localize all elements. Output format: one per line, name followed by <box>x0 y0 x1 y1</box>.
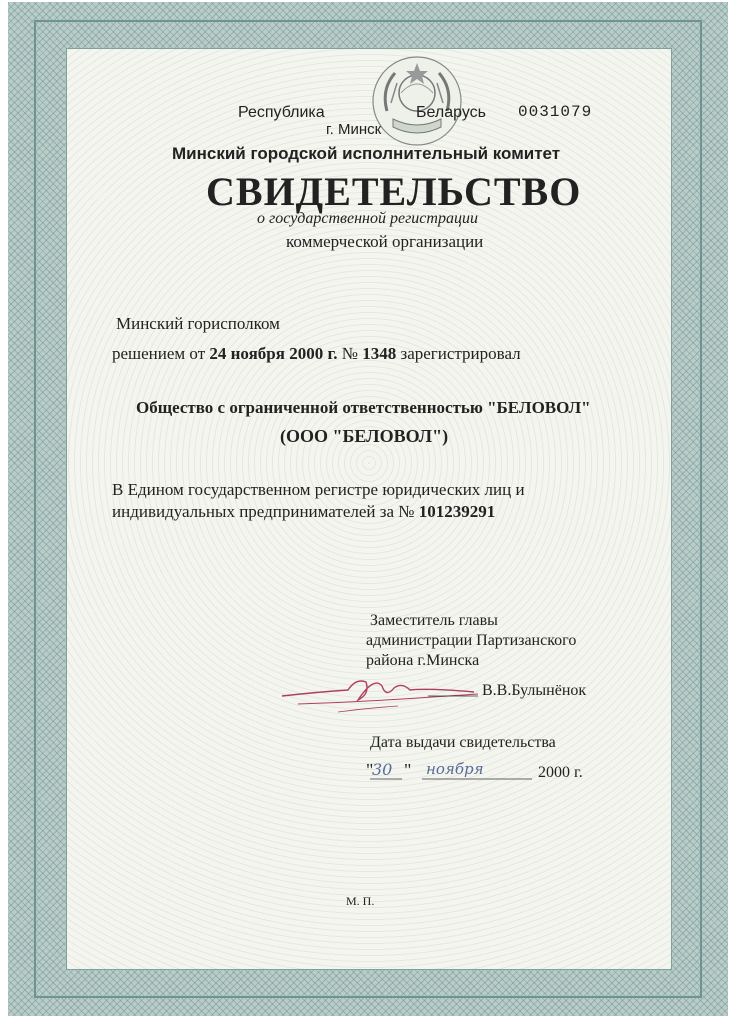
decision-number: 1348 <box>362 344 397 363</box>
signatory-name: В.В.Булынёнок <box>482 682 587 699</box>
date-underline <box>366 776 536 782</box>
document-subtitle: о государственной регистрации <box>257 210 478 227</box>
serial-number: 0031079 <box>518 103 593 121</box>
organization-full-name: Общество с ограниченной ответственностью "БЕЛОВОЛ" <box>136 398 591 417</box>
registry-line-2 <box>112 502 495 522</box>
signatory-title-2: администрации Партизанского <box>366 632 577 649</box>
signatory-title-1: Заместитель главы <box>370 612 498 629</box>
decision-suffix: зарегистрировал <box>400 344 521 363</box>
decision-date: 24 ноября 2000 г. <box>209 344 338 363</box>
republic-label: Республика <box>238 104 325 121</box>
issue-quote-close: " <box>404 760 412 780</box>
state-emblem-icon <box>367 53 467 149</box>
decision-number-label: № <box>341 344 358 363</box>
document-title: СВИДЕТЕЛЬСТВО <box>206 169 582 214</box>
registry-line-1: В Едином государственном регистре юридических лиц и <box>112 480 525 499</box>
issue-month: ноября <box>426 760 484 778</box>
registry-prefix: индивидуальных предпринимателей за № <box>112 502 415 521</box>
registry-number: 101239291 <box>418 502 496 521</box>
organization-type: коммерческой организации <box>286 232 484 251</box>
decision-line <box>112 344 521 364</box>
city-label: г. Минск <box>326 121 382 138</box>
issuing-authority: Минский городской исполнительный комитет <box>172 144 561 163</box>
country-label: Беларусь <box>416 104 486 121</box>
issue-quote-open: " <box>366 760 374 780</box>
registrar: Минский горисполком <box>116 314 280 333</box>
organization-short-name: (ООО "БЕЛОВОЛ") <box>280 426 449 446</box>
handwritten-signature <box>278 672 488 720</box>
signatory-title-3: района г.Минска <box>366 652 480 669</box>
issue-day: 30 <box>372 760 393 779</box>
issue-date-label: Дата выдачи свидетельства <box>370 734 556 751</box>
issue-year: 2000 г. <box>538 764 583 781</box>
stamp-place-label: М. П. <box>346 894 375 908</box>
decision-prefix: решением от <box>112 344 206 363</box>
